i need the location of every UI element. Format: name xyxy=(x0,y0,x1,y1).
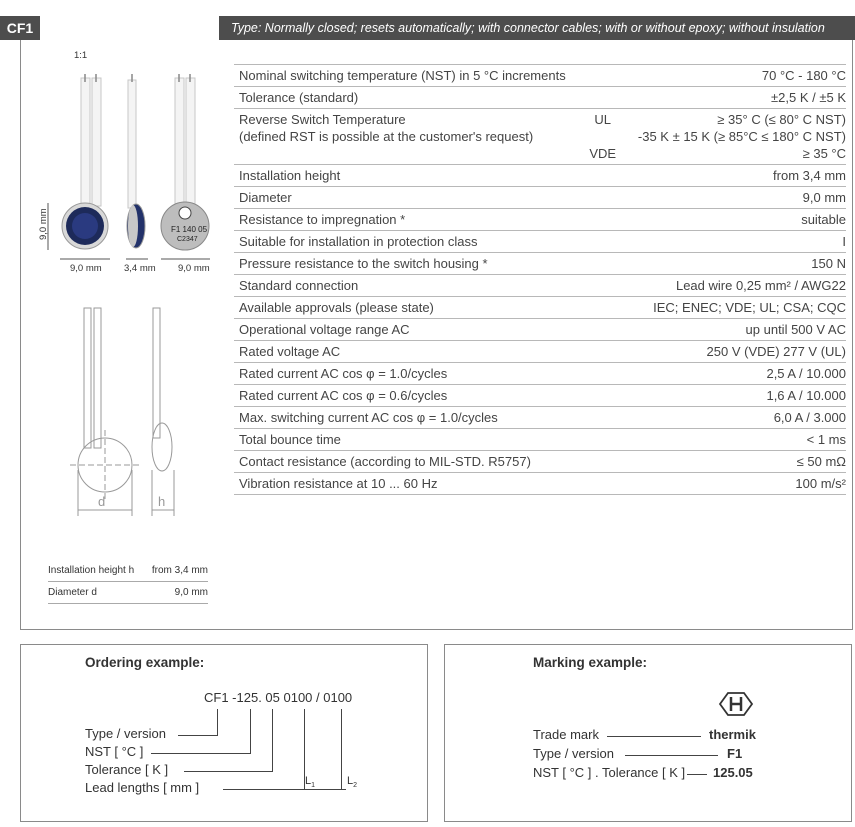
spec-label: Available approvals (please state) xyxy=(234,297,573,319)
spec-row xyxy=(234,363,846,385)
dim-back: 9,0 mm xyxy=(178,263,210,274)
spec-row xyxy=(234,87,846,109)
dimensions-table xyxy=(48,560,208,604)
spec-value: I xyxy=(573,231,846,253)
spec-row xyxy=(234,165,846,187)
spec-value: IEC; ENEC; VDE; UL; CSA; CQC xyxy=(573,297,846,319)
spec-row xyxy=(234,341,846,363)
dims-row-diameter xyxy=(48,582,208,604)
ordering-label-type: Type / version xyxy=(85,726,166,741)
spec-table xyxy=(234,64,846,495)
spec-label: Suitable for installation in protection class xyxy=(234,231,573,253)
spec-label: Reverse Switch Temperature (defined RST is possible at the customer's request) xyxy=(234,109,573,165)
spec-value: Lead wire 0,25 mm² / AWG22 xyxy=(573,275,846,297)
dims-row-height xyxy=(48,560,208,582)
stamp-line1: F1 140 05 xyxy=(171,225,208,234)
spec-value: 1,6 A / 10.000 xyxy=(573,385,846,407)
technical-drawing xyxy=(60,300,200,525)
spec-value: up until 500 V AC xyxy=(573,319,846,341)
spec-label: Vibration resistance at 10 ... 60 Hz xyxy=(234,473,573,495)
spec-row-reverse-switch xyxy=(234,109,846,165)
spec-label: Installation height xyxy=(234,165,573,187)
scale-label: 1:1 xyxy=(74,50,88,61)
spec-value: 250 V (VDE) 277 V (UL) xyxy=(573,341,846,363)
spec-label: Max. switching current AC cos φ = 1.0/cycles xyxy=(234,407,573,429)
spec-label: Pressure resistance to the switch housing * xyxy=(234,253,573,275)
spec-label: Rated current AC cos φ = 0.6/cycles xyxy=(234,385,573,407)
spec-value: 70 °C - 180 °C xyxy=(573,65,846,87)
height-dimension: 9,0 mm xyxy=(38,208,49,240)
marking-label-trademark: Trade mark xyxy=(533,727,599,742)
sensor-photos xyxy=(30,60,230,280)
spec-row xyxy=(234,253,846,275)
spec-row xyxy=(234,319,846,341)
ordering-label-tolerance: Tolerance [ K ] xyxy=(85,762,169,777)
spec-value: 150 N xyxy=(573,253,846,275)
spec-value: ≥ 35° C (≤ 80° C NST) -35 K ± 15 K (≥ 85°C ≤ 180° C NST) ≥ 35 °C xyxy=(630,109,846,165)
spec-row xyxy=(234,275,846,297)
dim-side: 3,4 mm xyxy=(124,263,156,274)
marking-value-type: F1 xyxy=(727,746,743,761)
spec-label: Contact resistance (according to MIL-STD. R5757) xyxy=(234,451,573,473)
spec-value: 6,0 A / 3.000 xyxy=(573,407,846,429)
marking-title: Marking example: xyxy=(533,655,648,670)
spec-value: from 3,4 mm xyxy=(573,165,846,187)
spec-value: < 1 ms xyxy=(573,429,846,451)
marking-label-nst: NST [ °C ] . Tolerance [ K ] xyxy=(533,765,686,780)
l2-label: $L_2$ xyxy=(347,775,358,790)
marking-label-type: Type / version xyxy=(533,746,614,761)
spec-value: 100 m/s² xyxy=(573,473,846,495)
dims-label: Installation height h xyxy=(48,560,145,582)
thermik-logo-icon xyxy=(718,689,754,719)
ordering-example-box xyxy=(20,644,428,822)
spec-label: Diameter xyxy=(234,187,573,209)
spec-label: Standard connection xyxy=(234,275,573,297)
stamp-line2: C2347 xyxy=(177,236,198,243)
marking-value-nst: 125.05 xyxy=(713,765,753,780)
ordering-label-nst: NST [ °C ] xyxy=(85,744,144,759)
dims-value: 9,0 mm xyxy=(145,582,208,604)
spec-row xyxy=(234,209,846,231)
spec-row xyxy=(234,187,846,209)
dims-value: from 3,4 mm xyxy=(145,560,208,582)
spec-row xyxy=(234,407,846,429)
ordering-title: Ordering example: xyxy=(85,655,205,670)
spec-label: Rated current AC cos φ = 1.0/cycles xyxy=(234,363,573,385)
product-tag: CF1 xyxy=(0,16,40,40)
dim-front: 9,0 mm xyxy=(70,263,102,274)
spec-label: Resistance to impregnation * xyxy=(234,209,573,231)
ordering-code: CF1 -125. 05 0100 / 0100 xyxy=(204,690,353,705)
spec-value: suitable xyxy=(573,209,846,231)
spec-row xyxy=(234,451,846,473)
spec-standard: UL VDE xyxy=(573,109,630,165)
spec-row xyxy=(234,65,846,87)
type-description: Type: Normally closed; resets automatically; with connector cables; with or without epoxy; without insulation xyxy=(219,16,855,40)
spec-label: Nominal switching temperature (NST) in 5 °C increments xyxy=(234,65,573,87)
marking-example-box xyxy=(444,644,852,822)
spec-row xyxy=(234,297,846,319)
spec-label: Total bounce time xyxy=(234,429,573,451)
label-h: h xyxy=(158,494,166,509)
spec-row xyxy=(234,429,846,451)
spec-value: ≤ 50 mΩ xyxy=(573,451,846,473)
spec-label: Operational voltage range AC xyxy=(234,319,573,341)
spec-label: Tolerance (standard) xyxy=(234,87,573,109)
spec-row xyxy=(234,231,846,253)
spec-row xyxy=(234,473,846,495)
label-d: d xyxy=(98,494,106,509)
ordering-label-lead: Lead lengths [ mm ] xyxy=(85,780,200,795)
dims-label: Diameter d xyxy=(48,582,145,604)
spec-value: 9,0 mm xyxy=(573,187,846,209)
spec-value: 2,5 A / 10.000 xyxy=(573,363,846,385)
l1-label: $L_1$ xyxy=(305,775,316,790)
marking-value-trademark: thermik xyxy=(709,727,756,742)
spec-row xyxy=(234,385,846,407)
spec-label: Rated voltage AC xyxy=(234,341,573,363)
spec-value: ±2,5 K / ±5 K xyxy=(573,87,846,109)
